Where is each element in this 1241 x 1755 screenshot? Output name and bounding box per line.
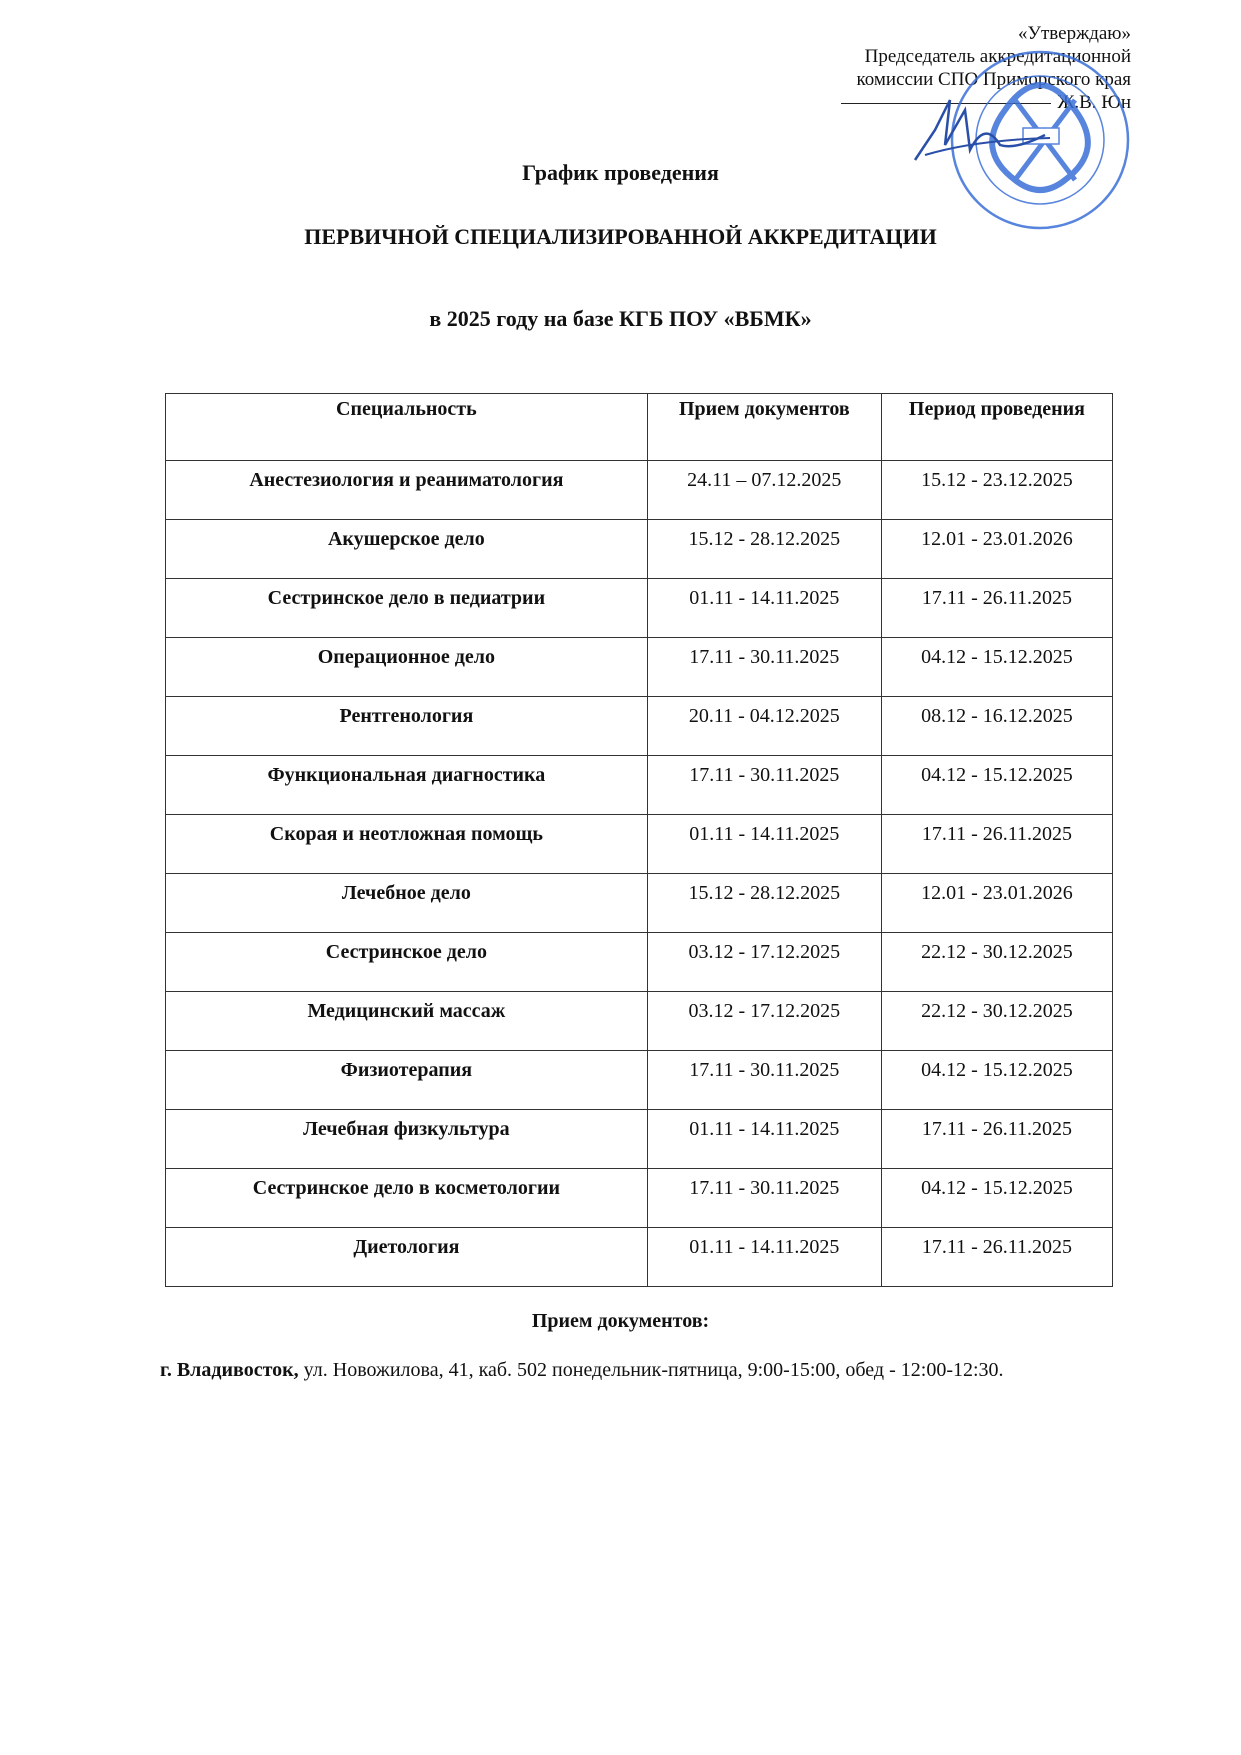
header-period: Период проведения: [881, 394, 1112, 461]
cell-reception: 24.11 – 07.12.2025: [647, 461, 881, 520]
cell-specialty: Акушерское дело: [166, 520, 648, 579]
table-row: [166, 579, 1113, 638]
cell-reception: 01.11 - 14.11.2025: [647, 1110, 881, 1169]
handwritten-signature: [905, 90, 1055, 170]
table-row: [166, 461, 1113, 520]
cell-period: 04.12 - 15.12.2025: [881, 638, 1112, 697]
schedule-table: [165, 393, 1113, 1287]
table-row: [166, 697, 1113, 756]
document-subtitle: ПЕРВИЧНОЙ СПЕЦИАЛИЗИРОВАННОЙ АККРЕДИТАЦИИ: [304, 224, 937, 249]
cell-reception: 01.11 - 14.11.2025: [647, 579, 881, 638]
cell-period: 22.12 - 30.12.2025: [881, 933, 1112, 992]
cell-reception: 01.11 - 14.11.2025: [647, 1228, 881, 1287]
cell-reception: 17.11 - 30.11.2025: [647, 1169, 881, 1228]
table-row: [166, 1228, 1113, 1287]
cell-reception: 20.11 - 04.12.2025: [647, 697, 881, 756]
cell-reception: 17.11 - 30.11.2025: [647, 756, 881, 815]
cell-specialty: Диетология: [166, 1228, 648, 1287]
cell-period: 12.01 - 23.01.2026: [881, 874, 1112, 933]
cell-period: 17.11 - 26.11.2025: [881, 815, 1112, 874]
cell-reception: 15.12 - 28.12.2025: [647, 874, 881, 933]
cell-reception: 03.12 - 17.12.2025: [647, 992, 881, 1051]
table-row: [166, 933, 1113, 992]
cell-period: 04.12 - 15.12.2025: [881, 1051, 1112, 1110]
cell-specialty: Сестринское дело: [166, 933, 648, 992]
cell-period: 22.12 - 30.12.2025: [881, 992, 1112, 1051]
approval-heading: «Утверждаю»: [1018, 23, 1131, 44]
cell-specialty: Сестринское дело в косметологии: [166, 1169, 648, 1228]
documents-heading: Прием документов:: [531, 1310, 710, 1332]
table-row: [166, 756, 1113, 815]
header-reception: Прием документов: [647, 394, 881, 461]
table-row: [166, 874, 1113, 933]
cell-specialty: Скорая и неотложная помощь: [166, 815, 648, 874]
cell-specialty: Функциональная диагностика: [166, 756, 648, 815]
cell-reception: 15.12 - 28.12.2025: [647, 520, 881, 579]
table-row: [166, 638, 1113, 697]
cell-period: 08.12 - 16.12.2025: [881, 697, 1112, 756]
table-row: [166, 1051, 1113, 1110]
documents-details: ул. Новожилова, 41, каб. 502 понедельник-пятница, 9:00-15:00, обед - 12:00-12:30.: [298, 1359, 1004, 1381]
table-row: [166, 1110, 1113, 1169]
cell-period: 12.01 - 23.01.2026: [881, 520, 1112, 579]
cell-period: 04.12 - 15.12.2025: [881, 756, 1112, 815]
document-year-base: в 2025 году на базе КГБ ПОУ «ВБМК»: [429, 306, 812, 331]
table-header-row: [166, 394, 1113, 461]
approval-position: Председатель аккредитационной: [864, 46, 1131, 67]
cell-period: 15.12 - 23.12.2025: [881, 461, 1112, 520]
cell-specialty: Медицинский массаж: [166, 992, 648, 1051]
cell-specialty: Сестринское дело в педиатрии: [166, 579, 648, 638]
cell-specialty: Лечебное дело: [166, 874, 648, 933]
table-row: [166, 1169, 1113, 1228]
documents-address: [160, 1357, 1120, 1384]
cell-period: 17.11 - 26.11.2025: [881, 1228, 1112, 1287]
cell-reception: 03.12 - 17.12.2025: [647, 933, 881, 992]
documents-city: г. Владивосток,: [160, 1359, 299, 1381]
cell-period: 17.11 - 26.11.2025: [881, 1110, 1112, 1169]
table-row: [166, 520, 1113, 579]
document-title: График проведения: [522, 160, 719, 185]
cell-reception: 01.11 - 14.11.2025: [647, 815, 881, 874]
cell-specialty: Операционное дело: [166, 638, 648, 697]
cell-reception: 17.11 - 30.11.2025: [647, 1051, 881, 1110]
approval-signatory: Ж.В. Юн: [1057, 92, 1131, 113]
cell-period: 04.12 - 15.12.2025: [881, 1169, 1112, 1228]
cell-specialty: Физиотерапия: [166, 1051, 648, 1110]
table-row: [166, 992, 1113, 1051]
cell-specialty: Анестезиология и реаниматология: [166, 461, 648, 520]
table-row: [166, 815, 1113, 874]
cell-specialty: Рентгенология: [166, 697, 648, 756]
cell-specialty: Лечебная физкультура: [166, 1110, 648, 1169]
cell-reception: 17.11 - 30.11.2025: [647, 638, 881, 697]
header-specialty: Специальность: [166, 394, 648, 461]
cell-period: 17.11 - 26.11.2025: [881, 579, 1112, 638]
approval-commission: комиссии СПО Приморского края: [856, 69, 1131, 90]
